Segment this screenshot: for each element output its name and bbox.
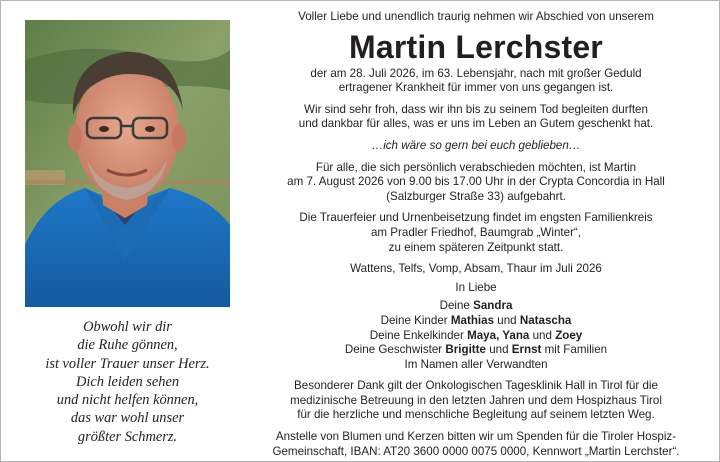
- poem-line: das war wohl unser: [70, 410, 185, 427]
- intro-text: Voller Liebe und unendlich traurig nehmen wir Abschied von unserem: [298, 10, 654, 23]
- poem-line: und nicht helfen können,: [56, 392, 199, 409]
- poem-line: Obwohl wir dir: [83, 319, 172, 335]
- quote: …ich wäre so gern bei euch geblieben…: [371, 138, 581, 152]
- poem: [25, 318, 230, 446]
- death-line: ertragener Krankheit für immer von uns gegangen ist.: [338, 81, 614, 95]
- gratitude-line: und dankbar für alles, was er uns im Leben an Gutem geschenkt hat.: [298, 117, 654, 131]
- deceased-name: Martin Lerchster: [349, 28, 603, 65]
- viewing-line: (Salzburger Straße 33) aufgebahrt.: [386, 189, 566, 203]
- thanks-line: medizinische Betreuung in den letzten Jahren und dem Hospizhaus Tirol: [290, 393, 662, 407]
- obituary-text: [252, 8, 700, 459]
- poem-line: ist voller Trauer unser Herz.: [45, 355, 210, 372]
- poem-line: größter Schmerz.: [77, 428, 178, 445]
- mourner-line: Deine Sandra: [439, 299, 513, 313]
- viewing-line: am 7. August 2026 von 9.00 bis 17.00 Uhr in der Crypta Concordia in Hall: [287, 175, 665, 189]
- in-love: In Liebe: [455, 280, 497, 294]
- donation-line: Gemeinschaft, IBAN: AT20 3600 0000 0075 0000, Kennwort „Martin Lerchster“.: [272, 444, 680, 458]
- death-line: der am 28. Juli 2026, im 63. Lebensjahr, nach mit großer Geduld: [310, 66, 642, 80]
- funeral-line: Die Trauerfeier und Urnenbeisetzung findet im engsten Familienkreis: [299, 211, 653, 225]
- thanks-line: Besonderer Dank gilt der Onkologischen Tagesklinik Hall in Tirol für die: [294, 379, 658, 393]
- mourner-line: Im Namen aller Verwandten: [404, 357, 548, 371]
- viewing-line: Für alle, die sich persönlich verabschieden möchten, ist Martin: [315, 160, 637, 174]
- poem-line: Dich leiden sehen: [75, 373, 180, 390]
- funeral-line: am Pradler Friedhof, Baumgrab „Winter“,: [370, 225, 582, 239]
- mourner-line: Deine Enkelkinder Maya, Yana und Zoey: [369, 328, 583, 342]
- mourner-line: Deine Kinder Mathias und Natascha: [380, 313, 572, 327]
- poem-line: die Ruhe gönnen,: [77, 337, 178, 354]
- place-date: Wattens, Telfs, Vomp, Absam, Thaur im Juli 2026: [350, 262, 602, 276]
- donation-line: Anstelle von Blumen und Kerzen bitten wir um Spenden für die Tiroler Hospiz-: [275, 430, 677, 444]
- gratitude-line: Wir sind sehr froh, dass wir ihn bis zu seinem Tod begleiten durften: [304, 102, 648, 116]
- portrait-photo: [25, 20, 230, 307]
- funeral-line: zu einem späteren Zeitpunkt statt.: [388, 240, 564, 254]
- thanks-line: für die herzliche und menschliche Begleitung auf seinem letzten Weg.: [297, 408, 655, 422]
- mourner-line: Deine Geschwister Brigitte und Ernst mit Familien: [344, 343, 608, 357]
